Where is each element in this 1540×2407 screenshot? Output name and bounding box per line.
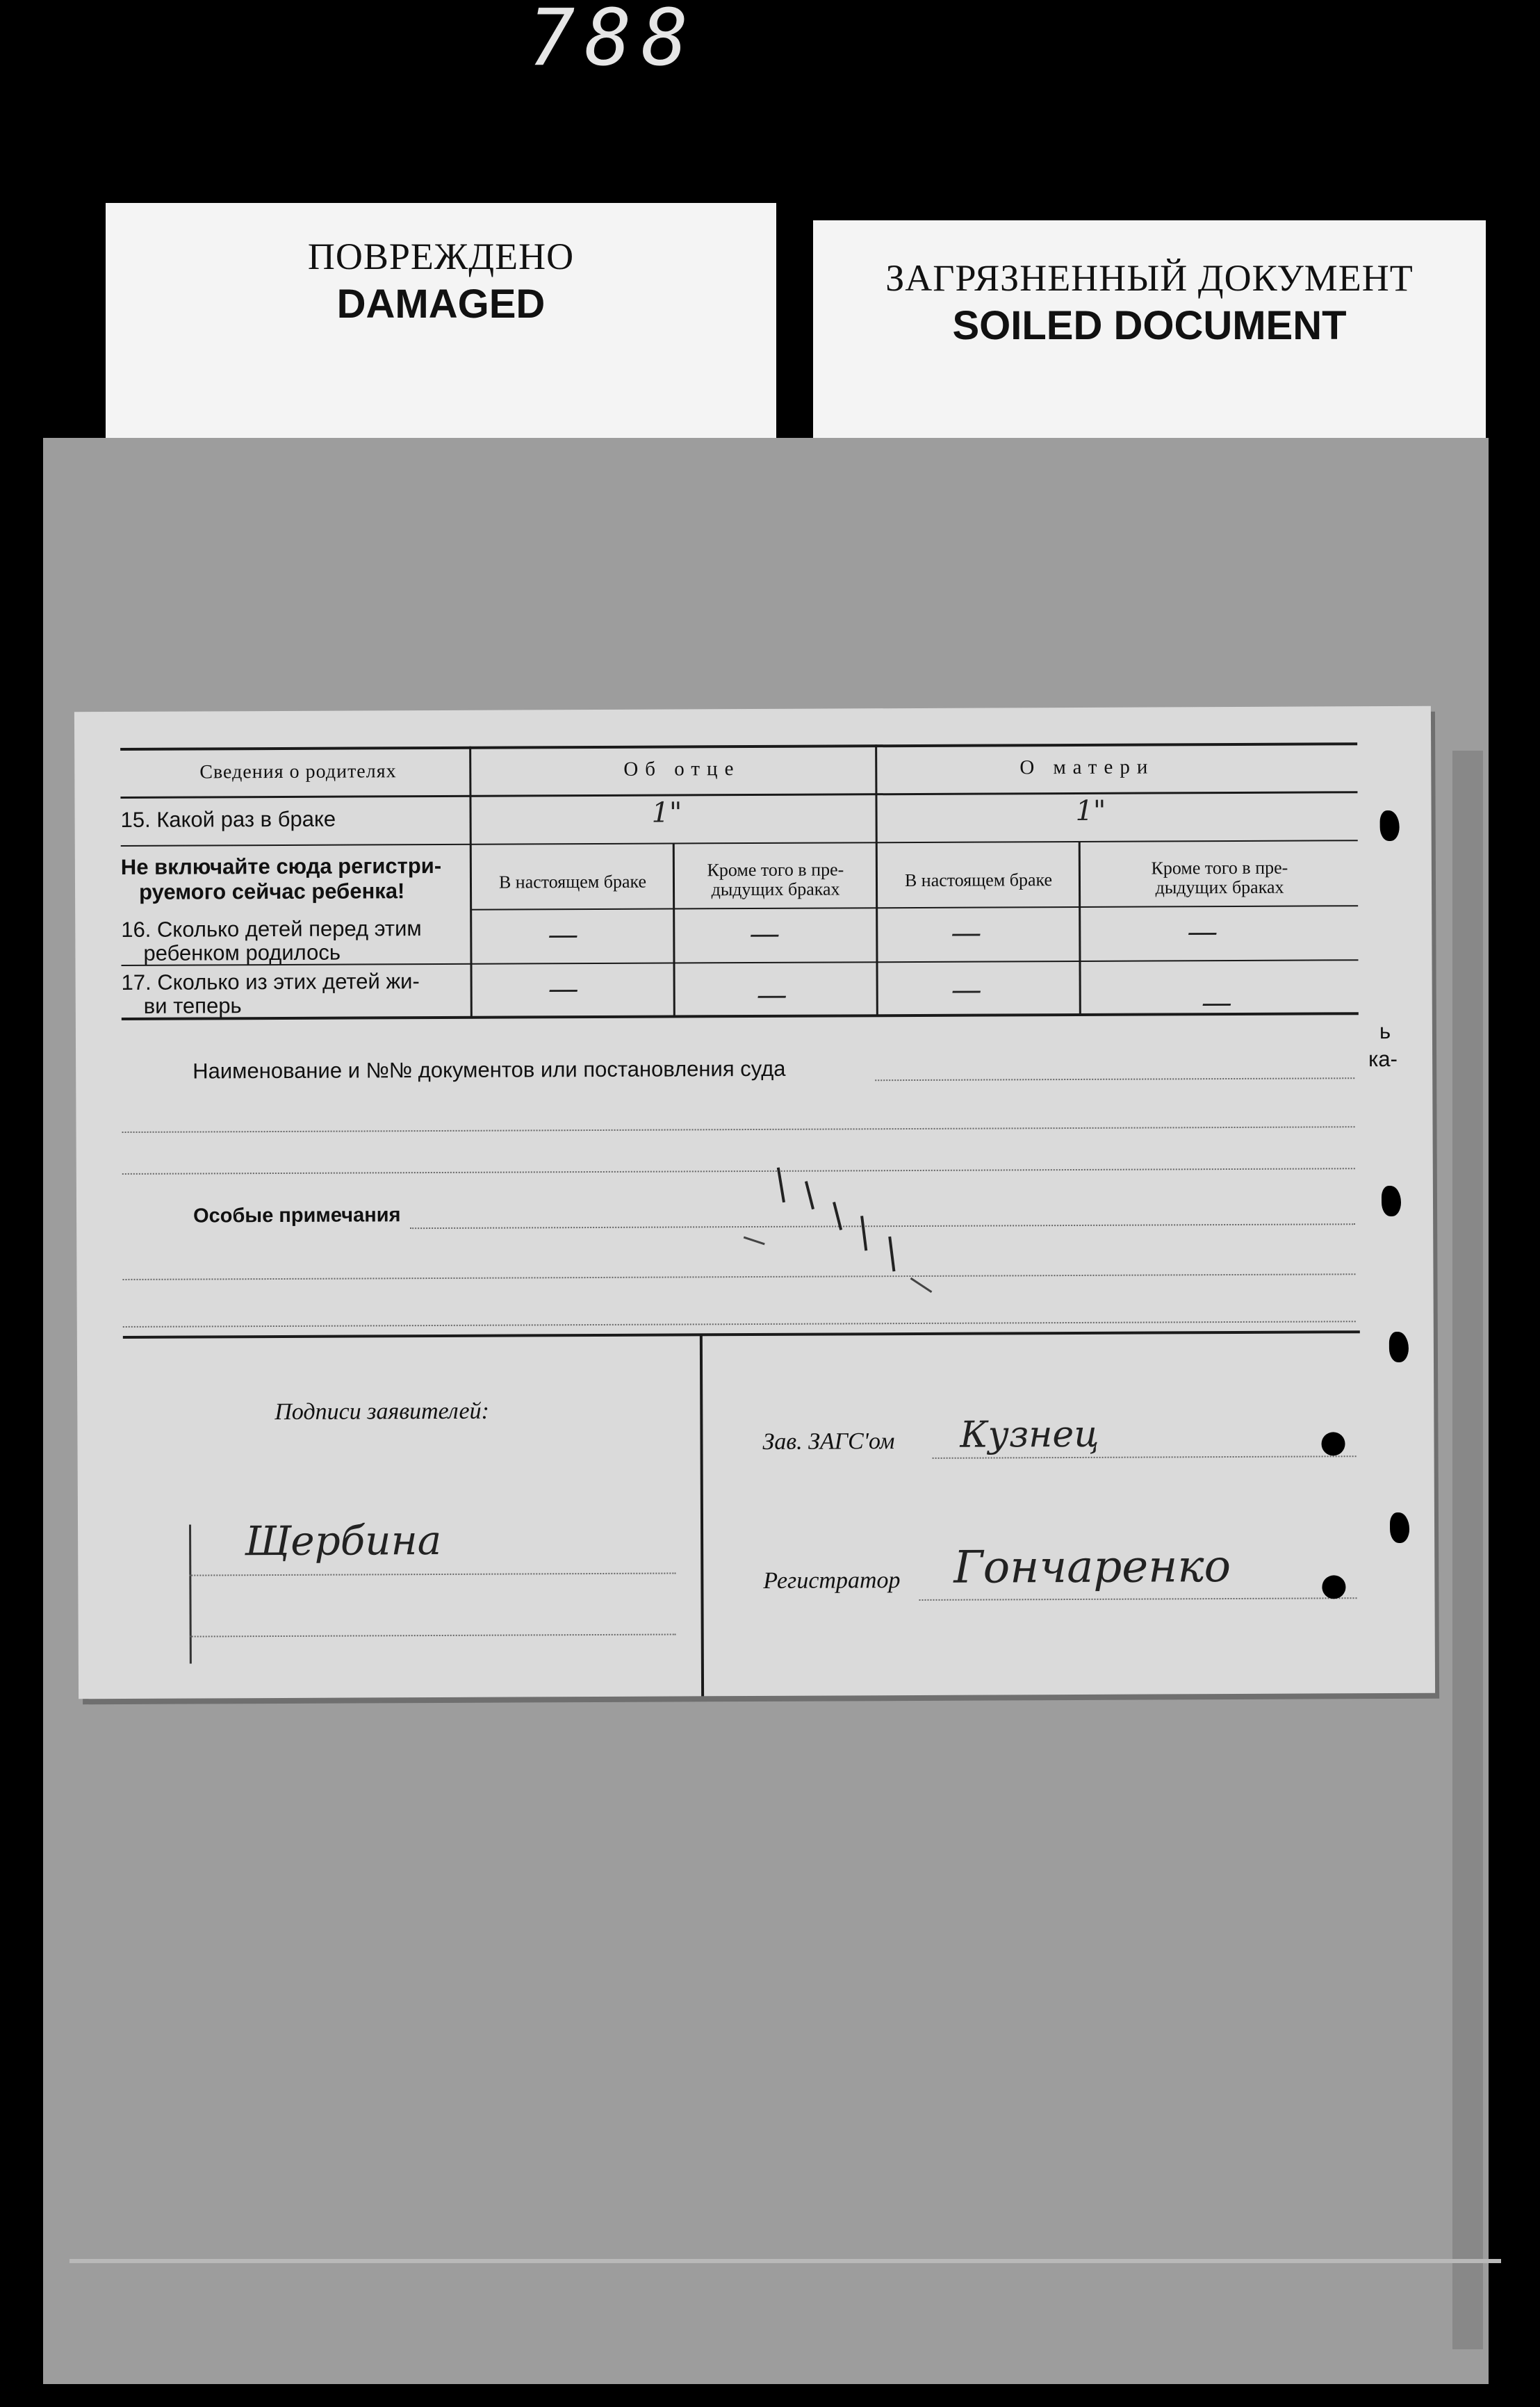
folder-fold-line bbox=[69, 2259, 1501, 2263]
row15-mother-value: 1" bbox=[1075, 794, 1106, 827]
margin-fragment-1: ь bbox=[1379, 1019, 1391, 1044]
frame-number: 788 bbox=[528, 0, 698, 83]
zags-label: Зав. ЗАГС'ом bbox=[762, 1428, 895, 1455]
col-rule-3 bbox=[875, 744, 878, 1015]
header-bottom-rule bbox=[120, 791, 1357, 799]
mother-current-subheader: В настоящем браке bbox=[904, 870, 1053, 891]
signatures-label: Подписи заявителей: bbox=[275, 1398, 489, 1426]
table-bottom-rule bbox=[122, 1012, 1359, 1020]
row17-label-1: 17. Сколько из этих детей жи- bbox=[121, 969, 420, 995]
note-line-2: руемого сейчас ребенка! bbox=[138, 879, 405, 904]
damaged-label-en: DAMAGED bbox=[336, 282, 546, 327]
remarks-label: Особые примечания bbox=[193, 1204, 401, 1227]
row16-value-4: — bbox=[1187, 914, 1218, 950]
card-sheet bbox=[74, 706, 1435, 1699]
applicant-dotted-line-1 bbox=[189, 1573, 675, 1576]
col-rule-1 bbox=[469, 746, 473, 1018]
signatures-divider bbox=[700, 1335, 704, 1696]
margin-fragment-2: ка- bbox=[1368, 1046, 1398, 1072]
col-rule-4 bbox=[1079, 841, 1081, 1015]
damaged-label-ru: ПОВРЕЖДЕНО bbox=[307, 236, 575, 277]
registrar-dotted-line bbox=[919, 1597, 1357, 1601]
registration-card bbox=[74, 706, 1435, 1699]
row17-value-1: — bbox=[548, 971, 579, 1007]
binding-tear-1 bbox=[1380, 810, 1400, 841]
row16-label-1: 16. Сколько детей перед этим bbox=[121, 916, 422, 942]
applicant-signature: Щербина bbox=[244, 1516, 442, 1565]
binding-tear-4 bbox=[1390, 1512, 1409, 1543]
registrar-label: Регистратор bbox=[763, 1567, 901, 1594]
row16-value-1: — bbox=[548, 917, 579, 953]
mother-previous-subheader-2: дыдущих браках bbox=[1155, 876, 1284, 898]
mother-previous-subheader-1: Кроме того в пре- bbox=[1151, 857, 1288, 879]
row15-bottom-rule bbox=[121, 840, 1358, 847]
table-top-rule bbox=[120, 742, 1357, 751]
row16-value-2: — bbox=[749, 915, 780, 952]
zags-dotted-line bbox=[933, 1455, 1357, 1459]
subheader-rule bbox=[471, 905, 1358, 911]
row15-label: 15. Какой раз в браке bbox=[120, 806, 336, 832]
documents-dotted-line-1 bbox=[875, 1077, 1354, 1081]
documents-label: Наименование и №№ документов или постановления суда bbox=[192, 1056, 786, 1084]
row17-label-2: ви теперь bbox=[143, 993, 242, 1018]
registrar-signature: Гончаренко bbox=[953, 1541, 1231, 1594]
col-rule-2 bbox=[673, 842, 675, 1016]
row15-father-value: 1" bbox=[651, 797, 682, 829]
row16-label-2: ребенком родилось bbox=[143, 940, 341, 965]
header-parents: Сведения о родителях bbox=[199, 760, 397, 783]
row16-value-3: — bbox=[951, 915, 982, 951]
note-line-1: Не включайте сюда регистри- bbox=[120, 853, 442, 879]
binding-hole-1 bbox=[1321, 1432, 1345, 1455]
binding-tear-3 bbox=[1389, 1332, 1409, 1362]
soiled-label bbox=[813, 220, 1486, 443]
father-previous-subheader-1: Кроме того в пре- bbox=[707, 859, 844, 881]
documents-dotted-line-2 bbox=[122, 1126, 1355, 1133]
row17-value-3: — bbox=[951, 972, 982, 1008]
applicant-dotted-line-2 bbox=[190, 1634, 676, 1638]
father-current-subheader: В настоящем браке bbox=[498, 871, 647, 892]
father-previous-subheader-2: дыдущих браках bbox=[711, 879, 840, 900]
applicant-bracket bbox=[189, 1525, 192, 1664]
binding-tear-2 bbox=[1382, 1186, 1401, 1216]
row17-value-2: — bbox=[756, 977, 787, 1013]
soiled-label-en: SOILED DOCUMENT bbox=[952, 303, 1347, 348]
damaged-label bbox=[106, 203, 776, 439]
folder-edge bbox=[1452, 751, 1483, 2349]
faint-stamp-marks bbox=[702, 1152, 994, 1335]
soiled-label-ru: ЗАГРЯЗНЕННЫЙ ДОКУМЕНТ bbox=[885, 257, 1414, 299]
binding-hole-2 bbox=[1322, 1575, 1345, 1599]
header-mother: О матери bbox=[1019, 756, 1155, 779]
row17-value-4: — bbox=[1201, 985, 1232, 1021]
header-father: Об отце bbox=[623, 758, 741, 781]
zags-signature: Кузнец bbox=[960, 1413, 1099, 1456]
